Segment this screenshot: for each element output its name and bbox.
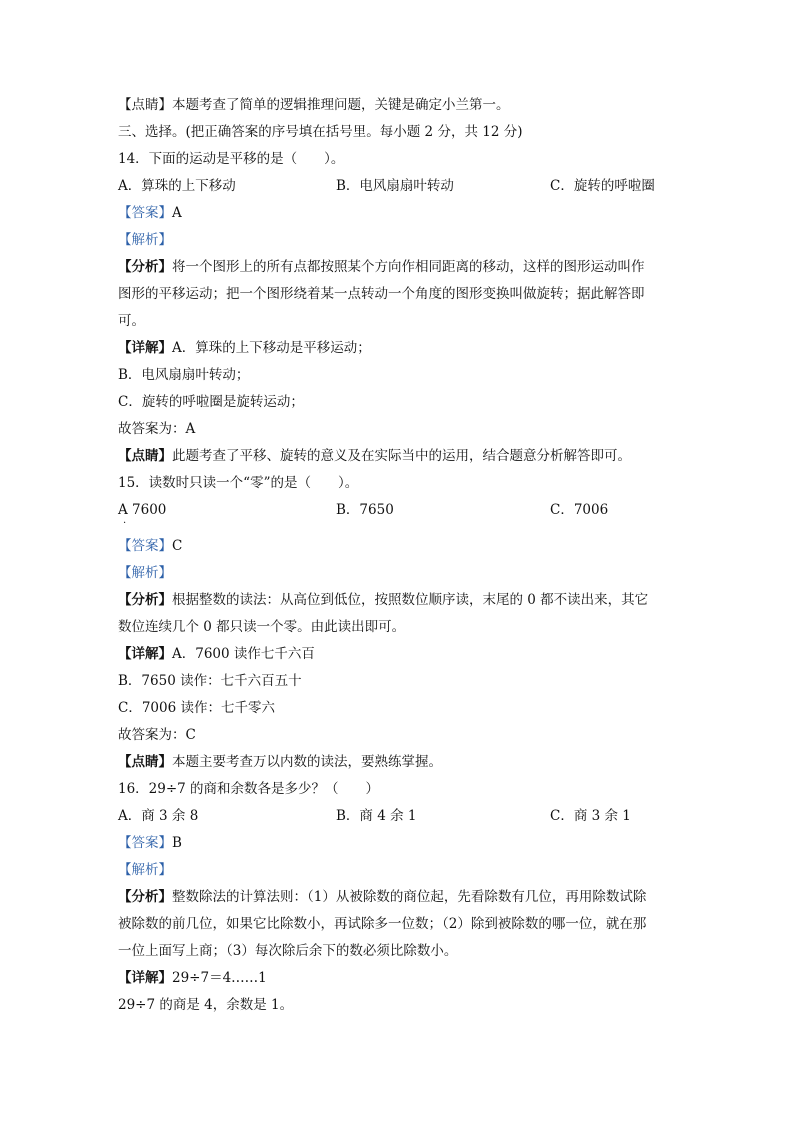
dianjing-tag: 【点睛】: [118, 754, 172, 770]
answer-line: [118, 200, 678, 227]
option-a: A 7600: [118, 502, 167, 518]
xiangjie-tag: 【详解】: [118, 646, 172, 662]
option-a: A．商 3 余 8: [118, 808, 199, 824]
dianjing-tag: 【点睛】: [118, 448, 172, 464]
fenxi-text-cont: 数位连续几个 0 都只读一个零。由此读出即可。: [118, 619, 406, 635]
answer-value: A: [172, 205, 182, 221]
xiangjie-line: [118, 965, 678, 992]
fenxi-text: 根据整数的读法：从高位到低位，按照数位顺序读，末尾的 0 都不读出来，其它: [172, 592, 649, 608]
document-page: [118, 92, 678, 1019]
fenxi-tag: 【分析】: [118, 889, 172, 905]
answer-value: C: [172, 538, 183, 554]
question-15: 15．读数时只读一个“零”的是（ ）。: [118, 475, 359, 491]
xiangjie-text-cont: C．7006 读作：七千零六: [118, 700, 275, 716]
xiangjie-text-cont: B．电风扇扇叶转动；: [118, 367, 250, 383]
fenxi-text: 将一个图形上的所有点都按照某个方向作相同距离的移动，这样的图形运动叫作: [172, 259, 645, 275]
xiangjie-text: 29÷7＝4……1: [172, 970, 267, 986]
answer-tag: 【答案】: [118, 205, 172, 221]
dianjing-text: 本题主要考查万以内数的读法，要熟练掌握。: [172, 754, 442, 770]
question-15-options: [118, 497, 678, 533]
option-b: B．7650: [336, 502, 394, 518]
xiangjie-text: A．算珠的上下移动是平移运动；: [172, 340, 371, 356]
fenxi-line: [118, 587, 678, 614]
question-14: 14．下面的运动是平移的是（ ）。: [118, 151, 345, 167]
question-16: 16．29÷7 的商和余数各是多少？（ ）: [118, 781, 380, 797]
result-line: 故答案为：A: [118, 421, 196, 437]
fenxi-text-cont: 被除数的前几位，如果它比除数小，再试除多一位数；（2）除到被除数的哪一位，就在那: [118, 916, 647, 932]
analysis-tag: 【解析】: [118, 232, 172, 248]
answer-line: [118, 830, 678, 857]
section-heading: 三、选择。(把正确答案的序号填在括号里。每小题 2 分，共 12 分): [118, 124, 523, 140]
analysis-tag: 【解析】: [118, 862, 172, 878]
xiangjie-text: A．7600 读作七千六百: [172, 646, 315, 662]
xiangjie-line: [118, 335, 678, 362]
question-14-options: [118, 173, 678, 200]
option-c: C．7006: [550, 502, 609, 518]
xiangjie-line: [118, 641, 678, 668]
option-b: B．电风扇扇叶转动: [336, 178, 454, 194]
option-a-dot: .: [123, 515, 127, 526]
dianjing-text: 此题考查了平移、旋转的意义及在实际当中的运用，结合题意分析解答即可。: [172, 448, 631, 464]
xiangjie-text-cont: 29÷7 的商是 4，余数是 1。: [118, 997, 294, 1013]
dianjing-line: [118, 443, 678, 470]
option-c: C．商 3 余 1: [550, 808, 631, 824]
option-a: A．算珠的上下移动: [118, 178, 236, 194]
xiangjie-tag: 【详解】: [118, 970, 172, 986]
question-16-options: [118, 803, 678, 830]
answer-tag: 【答案】: [118, 538, 172, 554]
answer-line: [118, 533, 678, 560]
option-c: C．旋转的呼啦圈: [550, 178, 655, 194]
answer-value: B: [172, 835, 182, 851]
option-b: B．商 4 余 1: [336, 808, 417, 824]
fenxi-text-cont: 一位上面写上商；（3）每次除后余下的数必须比除数小。: [118, 943, 458, 959]
fenxi-tag: 【分析】: [118, 259, 172, 275]
xiangjie-tag: 【详解】: [118, 340, 172, 356]
xiangjie-text-cont: C．旋转的呼啦圈是旋转运动；: [118, 394, 304, 410]
fenxi-tag: 【分析】: [118, 592, 172, 608]
answer-tag: 【答案】: [118, 835, 172, 851]
result-line: 故答案为：C: [118, 727, 196, 743]
dianjing-line: [118, 749, 678, 776]
fenxi-text-cont: 可。: [118, 313, 145, 329]
fenxi-text-cont: 图形的平移运动；把一个图形绕着某一点转动一个角度的图形变换叫做旋转；据此解答即: [118, 286, 645, 302]
fenxi-text: 整数除法的计算法则：（1）从被除数的商位起，先看除数有几位，再用除数试除: [172, 889, 647, 905]
analysis-tag: 【解析】: [118, 565, 172, 581]
text-line: 【点睛】本题考查了简单的逻辑推理问题，关键是确定小兰第一。: [118, 97, 510, 113]
fenxi-line: [118, 254, 678, 281]
xiangjie-text-cont: B．7650 读作：七千六百五十: [118, 673, 302, 689]
fenxi-line: [118, 884, 678, 911]
